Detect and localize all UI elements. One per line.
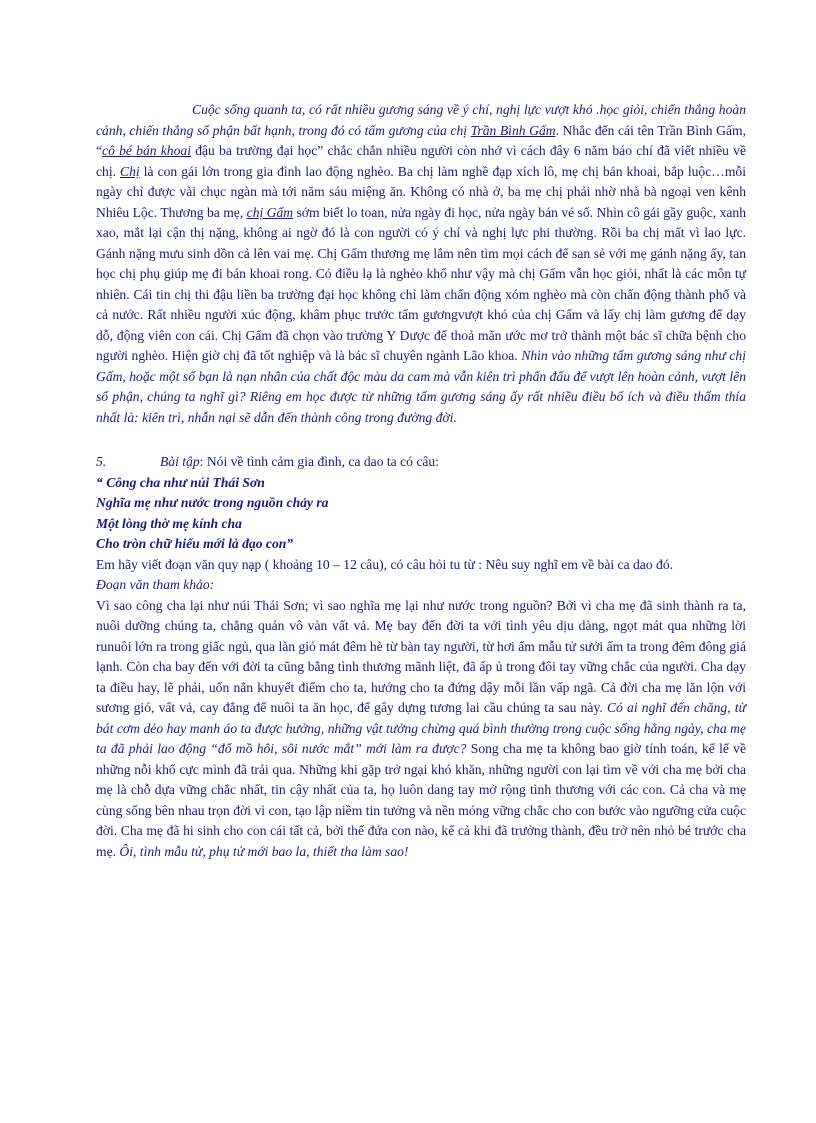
task-text: : Nói về tình cảm gia đình, ca dao ta có câu: (199, 454, 439, 469)
verse-block (96, 473, 746, 555)
name-link-tran-binh-gam: Trần Bình Gấm (470, 122, 556, 138)
chi-underlined: Chị (120, 163, 140, 179)
text-span: là con gái lớn trong gia đình lao động nghèo. Ba chị làm nghề đạp xích lô, mẹ chị bán khoai, bắp luộc…mỗi ngày chỉ được vài chục ngàn mà tới năm sáu miệng ăn. Không có nhà ở, ba mẹ chị phải nhờ nhà bà ngoại ven kênh Nhiêu Lộc. Thương ba mẹ, (96, 163, 746, 220)
task-heading (96, 452, 746, 473)
text-span: . Nhắc đến cái tên Trần Bình Gấm, “ (96, 122, 746, 158)
closing-exclamation-italic: Ôi, tình mẫu tử, phụ tử mới bao la, thiết tha làm sao! (119, 843, 409, 859)
paragraph-role-models (96, 100, 746, 428)
verse-line-4: Cho tròn chữ hiếu mới là đạo con” (96, 536, 294, 551)
conclusion-italic: Nhìn vào những tấm gương sáng như chị Gấm, hoặc một số bạn là nạn nhân của chất độc màu da cam mà vẫn kiên trì phấn đấu để vượt lên hoàn cảnh, vượt lên số phận, chúng ta nghĩ gì? Riêng em học được từ những tấm gương sáng ấy rất nhiều điều bổ ích và điều thấm thía nhất là: kiên trì, nhẫn nại sẽ dẫn đến thành công trong đường đời. (96, 348, 747, 425)
rhetorical-question-italic: Có ai nghĩ đến chăng, từ bát cơm dẻo hay manh áo ta được hưởng, những vật tưởng chừng quá bình thường trong cuộc sống hằng ngày, cha mẹ ta đã phải lao động “đổ mồ hôi, sôi nước mắt” mới làm ra được? (96, 700, 746, 756)
reference-title: Đoạn văn tham khảo: (96, 577, 215, 592)
quote-underlined: cô bé bán khoai (102, 143, 191, 158)
paragraph-parents (96, 596, 746, 863)
intro-italic: Cuộc sống quanh ta, có rất nhiều gương sáng về ý chí, nghị lực vượt khó .học giỏi, chiến thắng hoàn cảnh, chiến thắng số phận bất hạnh, trong đó có tấm gương của chị (96, 102, 746, 138)
chi-gam-underlined: chị Gấm (246, 204, 294, 220)
verse-line-3: Một lòng thờ mẹ kính cha (96, 515, 242, 531)
text-span: sớm biết lo toan, nửa ngày đi học, nửa ngày bán vé số. Nhìn cô gái gầy guộc, xanh xao, mắt lại cận thị nặng, không ai ngờ đó là con người có ý chí và nghị lực phi thường. Rồi ba chị mất vì lao lực. Gánh nặng mưu sinh dồn cả lên vai mẹ. Chị Gấm thương mẹ lắm nên tìm mọi cách để san sẻ với mẹ gánh nặng ấy, tan học chị phụ giúp mẹ đi bán khoai rong. Có điều lạ là nghèo khổ như vậy mà chị Gấm vẫn học giỏi, nhất là các môn tự nhiên. Cái tin chị thi đậu liền ba trường đại học không chỉ làm chấn động xóm nghèo mà còn chấn động thành phố và cả nước. Rất nhiều người xúc động, khâm phục trước tấm gươngvượt khó của chị Gấm và lấy chị làm gương để dạy dỗ, động viên con cái. Chị Gấm đã chọn vào trường Y Dược để thoả mãn ước mơ trở thành một bác sĩ chữa bệnh cho người nghèo. Hiện giờ chị đã tốt nghiệp và là bác sĩ chuyên ngành Lão khoa. (96, 204, 747, 363)
task-prompt: Em hãy viết đoạn văn quy nạp ( khoảng 10 – 12 câu), có câu hỏi tu từ : Nêu suy nghĩ em về bài ca dao đó. (96, 556, 674, 572)
verse-line-2: Nghĩa mẹ như nước trong nguồn chảy ra (96, 495, 329, 510)
text-span: Song cha mẹ ta không bao giờ tính toán, kể lể về những nỗi khổ cực mình đã trải qua. Những khi gặp trở ngại khó khăn, những người con lại tìm về với cha mẹ bởi cha mẹ là chỗ dựa vững chắc nhất, tin cậy nhất của ta, họ luôn dang tay mở rộng tình thương với các con. Cả cha và mẹ cùng sống bên nhau trọn đời vì con, tạo lập niềm tin tưởng và nền móng vững chắc cho con bước vào ngưỡng cửa cuộc đời. Cha mẹ đã hi sinh cho con cái tất cả, bởi thế đứa con nào, kể cả khi đã trưởng thành, đều trở nên nhỏ bé trước cha mẹ. (96, 741, 747, 859)
text-span: đậu ba trường đại học” chắc chắn nhiều người còn nhớ vì cách đây 6 năm báo chí đã viết nhiều về chị. (96, 143, 746, 179)
task-label: Bài tập (160, 454, 200, 469)
task-number: 5. (96, 454, 107, 469)
text-span: Vì sao công cha lại như núi Thái Sơn; vì sao nghĩa mẹ lại như nước trong nguồn? Bởi vì cha mẹ đã sinh thành ra ta, nuôi dưỡng chúng ta, chẳng quản vô vàn vất vả. Mẹ bay đến đời ta với tình yêu dịu dàng, ngọt mát qua những lời runuôi lớn ra trong giấc ngủ, qua làn gió mát đêm hè từ bàn tay người, từ hơi ấm mẫu tử sưởi ấm ta trong đêm đông giá lạnh. Còn cha bay đến với đời ta cũng bằng tình thương mãnh liệt, đã ấp ủ trong đôi tay vững chắc của người. Cha dạy ta điều hay, lẽ phải, uốn nắn khuyết điểm cho ta, hướng cho ta đứng dậy mỗi lần vấp ngã. Cả đời cha mẹ lăn lộn với sương gió, vất vả, cay đắng để nuôi ta ăn học, để gây dựng tương lai cầu chúng ta sau này. (96, 597, 746, 715)
verse-line-1: “ Công cha như núi Thái Sơn (96, 474, 265, 490)
